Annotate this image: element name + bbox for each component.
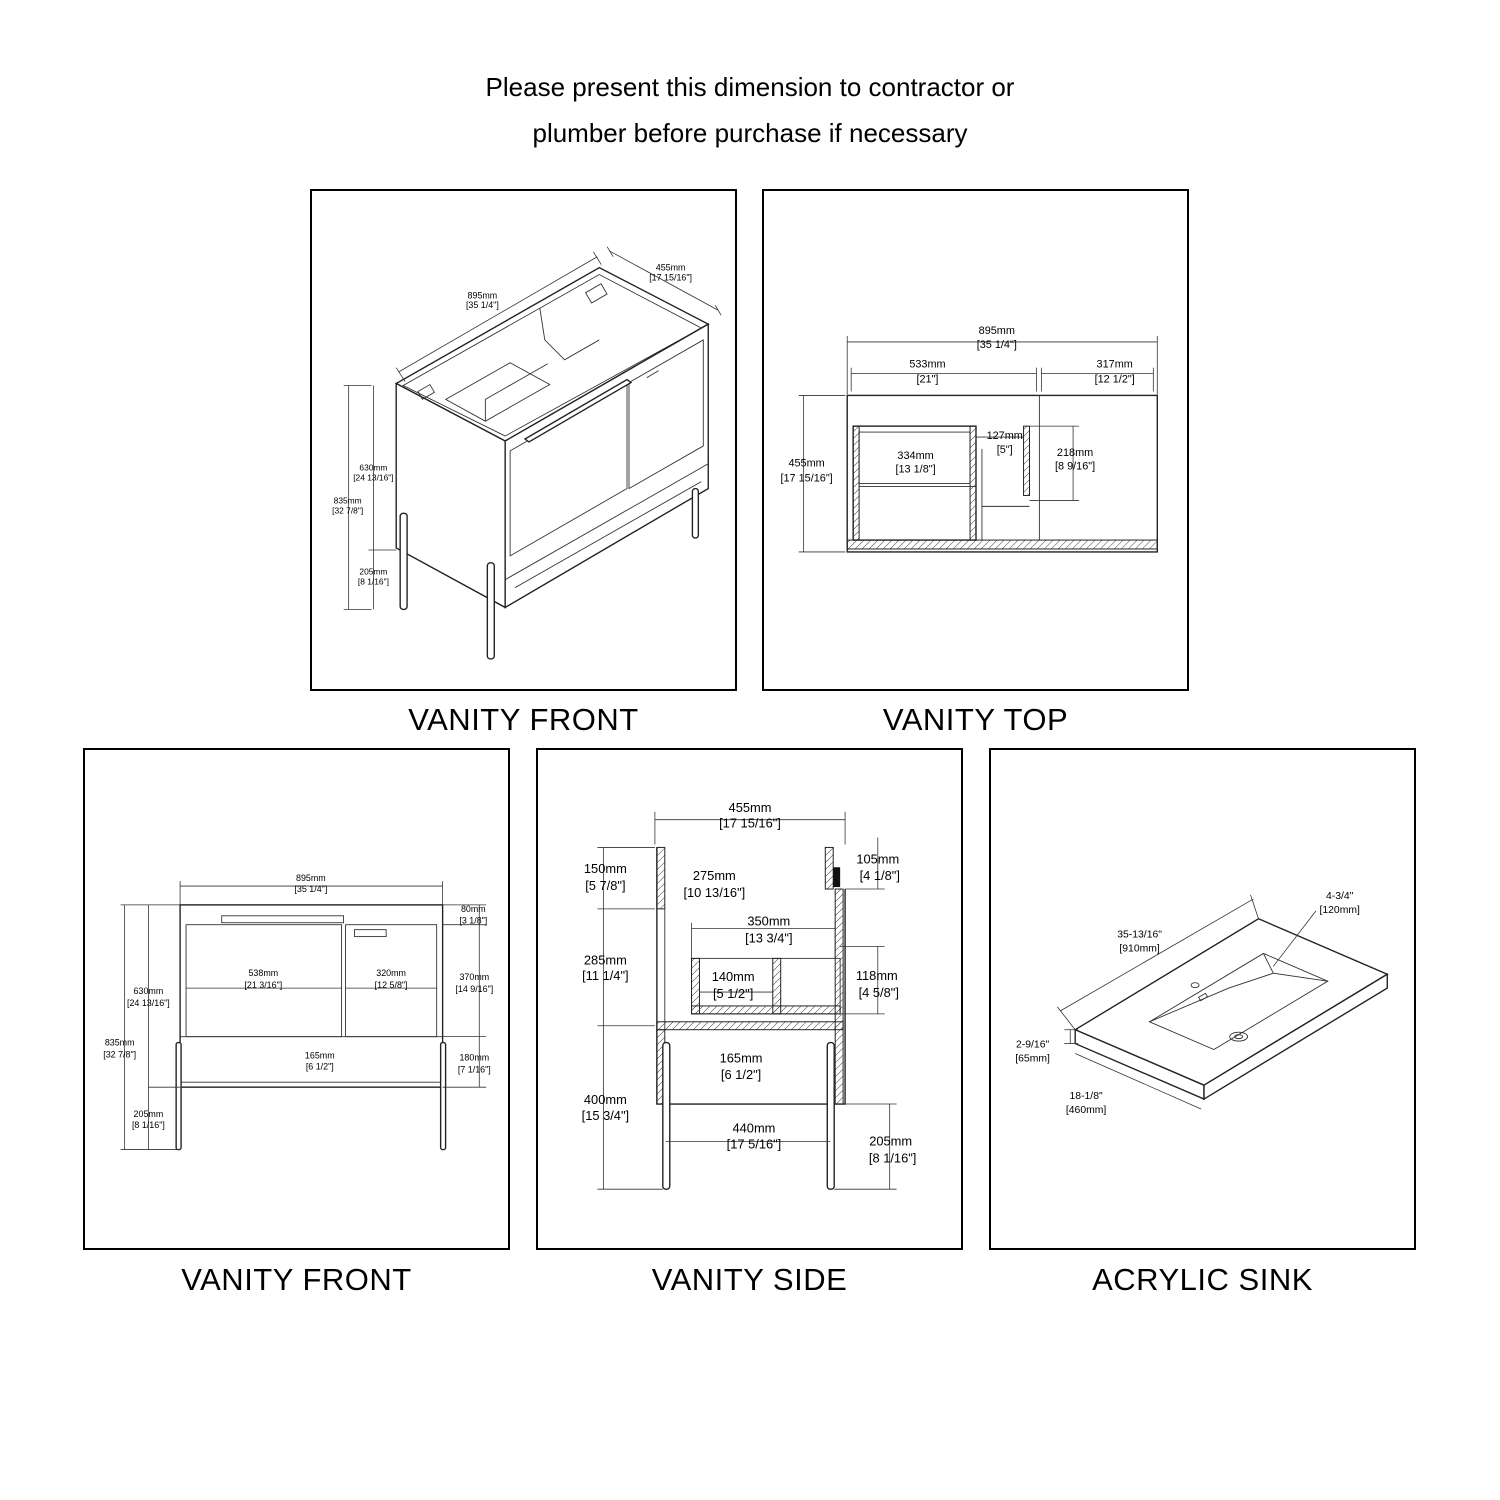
- side-k-in: [17 5/16"]: [726, 1136, 782, 1152]
- side-a-in: [5 7/8"]: [585, 878, 626, 894]
- notice-line-2: plumber before purchase if necessary: [532, 118, 968, 148]
- side-c-in: [4 1/8"]: [859, 868, 900, 884]
- top-depth-mm: 455mm: [788, 457, 825, 470]
- side-depth-mm: 455mm: [728, 799, 772, 815]
- caption-acrylic-sink: ACRYLIC SINK: [1092, 1262, 1313, 1297]
- side-j-mm: 400mm: [583, 1092, 627, 1108]
- elev-cabinet-in: [24 13/16"]: [127, 997, 170, 1008]
- vanity-front-elev-drawing: [85, 750, 508, 1248]
- vanity-side-drawing: [538, 750, 961, 1248]
- side-leg-mm: 205mm: [869, 1133, 913, 1149]
- side-i-mm: 165mm: [719, 1050, 763, 1066]
- elev-open-h-in: [7 1/16"]: [457, 1064, 491, 1075]
- iso-width-mm: 895mm: [467, 290, 498, 301]
- side-k-mm: 440mm: [732, 1120, 776, 1136]
- vanity-front-elev-panel: [83, 748, 510, 1250]
- elev-width-in: [35 1/4"]: [294, 884, 328, 895]
- sink-bowl-in: 4-3/4": [1326, 890, 1354, 902]
- iso-depth-in: [17 15/16"]: [649, 272, 692, 283]
- side-f-mm: 285mm: [583, 952, 627, 968]
- iso-width-in: [35 1/4"]: [465, 300, 499, 311]
- elev-cabinet-mm: 630mm: [133, 986, 164, 997]
- elev-door-h-mm: 370mm: [459, 972, 490, 983]
- vanity-side-panel: [536, 748, 963, 1250]
- elev-drawer-mm: 538mm: [248, 968, 279, 979]
- elev-top-mm: 80mm: [460, 903, 486, 914]
- top-depth-in: [17 15/16"]: [780, 472, 833, 485]
- elev-leg-in: [8 1/16"]: [131, 1119, 165, 1130]
- side-h-mm: 118mm: [855, 968, 898, 984]
- iso-leg-in: [8 1/16"]: [357, 576, 389, 587]
- caption-vanity-front-iso: VANITY FRONT: [408, 702, 639, 737]
- iso-total-mm: 835mm: [333, 495, 362, 506]
- sink-bowl-mm: [120mm]: [1319, 904, 1360, 916]
- elev-door-in: [12 5/8"]: [374, 980, 408, 991]
- iso-cabinet-mm: 630mm: [359, 462, 388, 473]
- vanity-front-iso-drawing: [312, 191, 735, 689]
- elev-top-in: [3 1/8"]: [459, 915, 488, 926]
- top-shelf-mm: 218mm: [1056, 446, 1094, 459]
- sink-width-mm: [910mm]: [1119, 943, 1160, 955]
- sink-depth-mm: [460mm]: [1065, 1104, 1107, 1116]
- side-e-mm: 350mm: [747, 913, 791, 929]
- side-g-in: [5 1/2"]: [712, 986, 754, 1002]
- side-a-mm: 150mm: [583, 861, 627, 877]
- side-c-mm: 105mm: [856, 851, 900, 867]
- elev-total-mm: 835mm: [104, 1037, 135, 1048]
- elev-total-in: [32 7/8"]: [103, 1049, 137, 1060]
- top-gap-in: [5"]: [996, 443, 1013, 456]
- elev-door-h-in: [14 9/16"]: [455, 984, 494, 995]
- caption-vanity-front-elev: VANITY FRONT: [181, 1262, 412, 1297]
- caption-vanity-side: VANITY SIDE: [651, 1262, 848, 1297]
- elev-door-mm: 320mm: [376, 968, 406, 979]
- top-width-mm: 895mm: [978, 325, 1015, 338]
- top-width-in: [35 1/4"]: [976, 338, 1017, 351]
- side-leg-in: [8 1/16"]: [868, 1150, 917, 1166]
- sink-height-mm: [65mm]: [1015, 1053, 1050, 1065]
- top-drawer-mm: 334mm: [897, 449, 934, 462]
- side-j-in: [15 3/4"]: [581, 1107, 630, 1123]
- top-right-mm: 317mm: [1096, 358, 1133, 371]
- acrylic-sink-panel: [989, 748, 1416, 1250]
- top-drawer-in: [13 1/8"]: [895, 463, 936, 476]
- iso-total-in: [32 7/8"]: [332, 505, 364, 516]
- elev-open-in: [6 1/2"]: [305, 1061, 334, 1072]
- elev-open-h-mm: 180mm: [459, 1052, 490, 1063]
- side-b-mm: 275mm: [692, 868, 736, 884]
- iso-depth-mm: 455mm: [655, 262, 686, 273]
- side-b-in: [10 13/16"]: [683, 884, 746, 900]
- vanity-top-drawing: [764, 191, 1187, 689]
- iso-leg-mm: 205mm: [359, 566, 388, 577]
- top-left-in: [21"]: [916, 373, 939, 386]
- side-i-in: [6 1/2"]: [720, 1067, 762, 1083]
- top-shelf-in: [8 9/16"]: [1054, 460, 1096, 473]
- side-e-in: [13 3/4"]: [745, 930, 793, 946]
- iso-cabinet-in: [24 13/16"]: [353, 472, 394, 483]
- caption-vanity-top: VANITY TOP: [882, 702, 1069, 737]
- elev-open-mm: 165mm: [304, 1050, 335, 1061]
- top-right-in: [12 1/2"]: [1094, 373, 1135, 386]
- top-gap-mm: 127mm: [986, 430, 1023, 443]
- sink-height-in: 2-9/16": [1016, 1039, 1050, 1051]
- sink-depth-in: 18-1/8": [1069, 1091, 1103, 1103]
- top-left-mm: 533mm: [909, 358, 946, 371]
- elev-leg-mm: 205mm: [133, 1108, 164, 1119]
- side-f-in: [11 1/4"]: [582, 968, 629, 984]
- elev-width-mm: 895mm: [296, 873, 326, 884]
- side-depth-in: [17 15/16"]: [719, 815, 781, 831]
- side-h-in: [4 5/8"]: [858, 985, 899, 1001]
- side-g-mm: 140mm: [711, 969, 755, 985]
- notice-line-1: Please present this dimension to contractor or: [485, 72, 1015, 102]
- acrylic-sink-drawing: [991, 750, 1414, 1248]
- vanity-front-iso-panel: [310, 189, 737, 691]
- sink-width-in: 35-13/16": [1117, 929, 1162, 941]
- elev-drawer-in: [21 3/16"]: [244, 980, 283, 991]
- vanity-top-panel: [762, 189, 1189, 691]
